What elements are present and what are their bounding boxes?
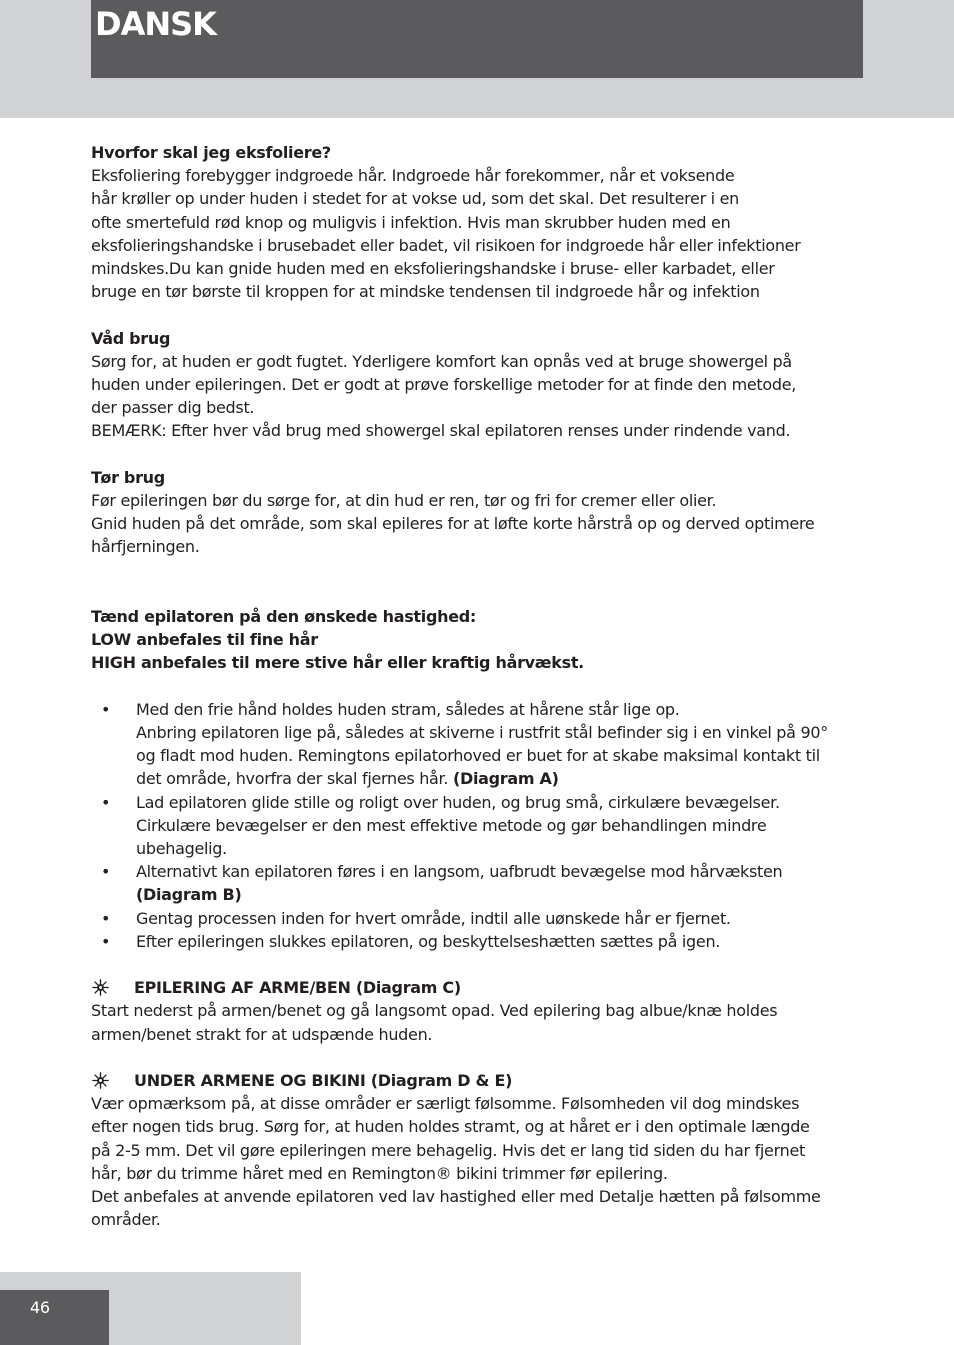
dry-line: hårfjerningen.	[91, 537, 200, 557]
exfoliate-line: bruge en tør børste til kroppen for at mindske tendensen til indgroede hår og infektion	[91, 282, 760, 302]
dry-line: Før epileringen bør du sørge for, at din hud er ren, tør og fri for cremer eller olier.	[91, 491, 717, 511]
dry-line: Gnid huden på det område, som skal epileres for at løfte korte hårstrå op og derved optimere	[91, 514, 815, 534]
speed-line: LOW anbefales til fine hår	[91, 630, 318, 650]
exfoliate-heading: Hvorfor skal jeg eksfoliere?	[91, 143, 331, 162]
list-item-line: ubehagelig.	[136, 839, 227, 859]
header-box	[91, 0, 863, 78]
list-item-line: Efter epileringen slukkes epilatoren, og beskyttelseshætten sættes på igen.	[136, 931, 721, 951]
wet-line: Sørg for, at huden er godt fugtet. Yderligere komfort kan opnås ved at bruge showergel på	[91, 351, 792, 371]
list-item	[91, 860, 863, 906]
arms-line: armen/benet strakt for at udspænde huden.	[91, 1024, 433, 1044]
wet-heading: Våd brug	[91, 328, 171, 348]
page-content	[91, 141, 863, 1231]
list-item	[91, 791, 863, 861]
bullet-icon: •	[101, 699, 111, 719]
underarms-line: Det anbefales at anvende epilatoren ved lav hastighed eller med Detalje hætten på følsomme	[91, 1187, 821, 1207]
bullet-icon: •	[101, 792, 111, 812]
underarms-line: på 2-5 mm. Det vil gøre epileringen mere behagelig. Hvis det er lang tid siden du har fjernet	[91, 1140, 805, 1160]
list-item-line: Lad epilatoren glide stille og roligt over huden, og brug små, cirkulære bevægelser.	[136, 792, 780, 812]
dry-heading: Tør brug	[91, 467, 165, 487]
exfoliate-line: Eksfoliering forebygger indgroede hår. Indgroede hår forekommer, når et voksende	[91, 166, 735, 186]
list-item-line: Gentag processen inden for hvert område, indtil alle uønskede hår er fjernet.	[136, 908, 731, 928]
list-item-line: og fladt mod huden. Remingtons epilatorhoved er buet for at skabe maksimal kontakt til	[136, 746, 820, 766]
underarms-heading: UNDER ARMENE OG BIKINI (Diagram D & E)	[134, 1071, 513, 1091]
page-title: DANSK	[95, 5, 216, 43]
list-item-line: Med den frie hånd holdes huden stram, således at hårene står lige op.	[136, 699, 680, 719]
arms-heading-row	[91, 976, 863, 999]
bullet-icon: •	[101, 931, 111, 951]
wet-line: huden under epileringen. Det er godt at prøve forskellige metoder for at finde den metode,	[91, 375, 797, 395]
list-item-line: Alternativt kan epilatoren føres i en langsom, uafbrudt bevægelse mod hårvæksten	[136, 862, 783, 882]
list-item	[91, 698, 863, 791]
sun-icon	[92, 1072, 109, 1089]
page-number: 46	[30, 1298, 50, 1317]
sun-icon	[92, 979, 109, 996]
list-item-line: Cirkulære bevægelser er den mest effektive metode og gør behandlingen mindre	[136, 815, 767, 835]
underarms-line: efter nogen tids brug. Sørg for, at huden holdes stramt, og at håret er i den optimale længde	[91, 1117, 810, 1137]
list-item	[91, 907, 863, 930]
diagram-ref: (Diagram A)	[452, 769, 559, 789]
speed-line: HIGH anbefales til mere stive hår eller kraftig hårvækst.	[91, 653, 584, 673]
exfoliate-line: hår krøller op under huden i stedet for at vokse ud, som det skal. Det resulterer i en	[91, 189, 739, 209]
arms-heading: EPILERING AF ARME/BEN (Diagram C)	[134, 978, 461, 998]
underarms-line: Vær opmærksom på, at disse områder er særligt følsomme. Følsomheden vil dog mindskes	[91, 1094, 800, 1114]
instruction-list	[91, 698, 863, 953]
list-item-line: Anbring epilatoren lige på, således at skiverne i rustfrit stål befinder sig i en vinkel på 90°	[136, 723, 828, 743]
bullet-icon: •	[101, 862, 111, 882]
list-item	[91, 930, 863, 953]
page-number-box	[0, 1290, 109, 1345]
underarms-line: områder.	[91, 1210, 161, 1230]
bullet-icon: •	[101, 908, 111, 928]
exfoliate-line: mindskes.Du kan gnide huden med en eksfolieringshandske i bruse- eller karbadet, eller	[91, 259, 775, 279]
list-item-line: det område, hvorfra der skal fjernes hår.	[136, 769, 453, 789]
exfoliate-line: eksfolieringshandske i brusebadet eller badet, vil risikoen for indgroede hår eller infektioner	[91, 235, 801, 255]
wet-note: BEMÆRK: Efter hver våd brug med showergel skal epilatoren renses under rindende vand.	[91, 421, 791, 441]
wet-line: der passer dig bedst.	[91, 398, 255, 418]
arms-line: Start nederst på armen/benet og gå langsomt opad. Ved epilering bag albue/knæ holdes	[91, 1001, 778, 1021]
speed-line: Tænd epilatoren på den ønskede hastighed:	[91, 607, 476, 627]
underarms-line: hår, bør du trimme håret med en Remington® bikini trimmer før epilering.	[91, 1163, 668, 1183]
underarms-heading-row	[91, 1069, 863, 1092]
exfoliate-line: ofte smertefuld rød knop og muligvis i infektion. Hvis man skrubber huden med en	[91, 212, 731, 232]
diagram-ref: (Diagram B)	[136, 885, 242, 905]
